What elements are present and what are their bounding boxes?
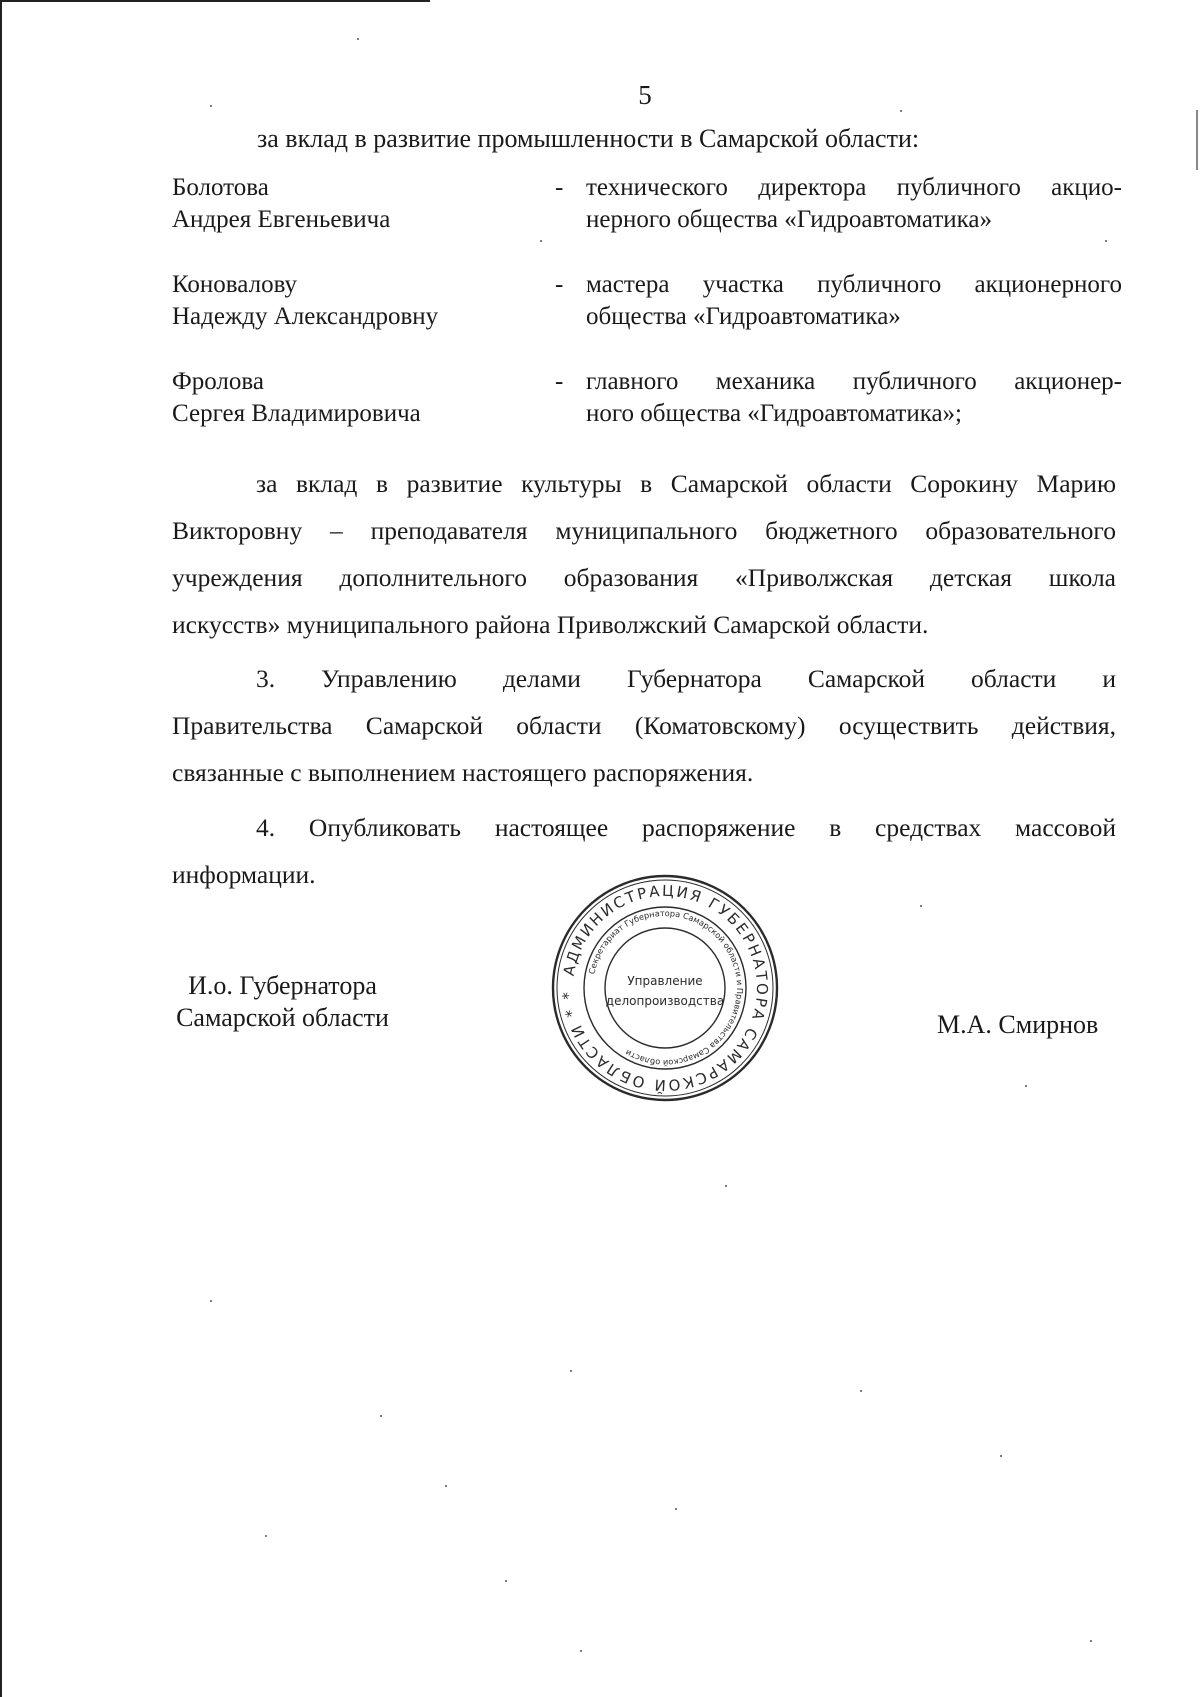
scan-speck xyxy=(1105,240,1107,242)
signatory-name: М.А. Смирнов xyxy=(937,1010,1099,1039)
scan-speck xyxy=(265,1535,267,1537)
scan-speck xyxy=(1025,1085,1027,1087)
seal-center-line-2: делопроизводства xyxy=(605,994,725,1008)
dash: - xyxy=(555,271,564,298)
dash: - xyxy=(555,174,564,201)
award-row xyxy=(172,269,1122,366)
award-person-position: главного механика публичного акционер- ного общества «Гидроавтоматика»; xyxy=(586,368,1122,427)
award-list xyxy=(172,172,1122,463)
seal-middle-ring xyxy=(584,907,746,1069)
seal-inner-ring xyxy=(605,928,725,1048)
seal-outer-text: АДМИНИСТРАЦИЯ ГУБЕРНАТОРА САМАРСКОЙ ОБЛАСТИ * * xyxy=(558,881,772,1095)
dash: - xyxy=(555,368,564,395)
scan-speck xyxy=(357,38,359,40)
scan-speck xyxy=(920,905,922,907)
industry-intro: за вклад в развитие промышленности в Самарской области: xyxy=(257,124,920,153)
award-person-position: мастера участка публичного акционерного общества «Гидроавтоматика» xyxy=(586,271,1122,330)
scan-speck xyxy=(210,1300,212,1302)
item-4-paragraph: 4. Опубликовать настоящее распоряжение в средствах массовой информации. xyxy=(172,813,1116,889)
award-person-name: Болотова Андрея Евгеньевича xyxy=(172,174,391,233)
award-person-name: Фролова Сергея Владимировича xyxy=(172,368,421,427)
scan-speck xyxy=(210,105,212,107)
scan-edge-right xyxy=(1196,110,1198,170)
seal-inner-text: Секретариат Губернатора Самарской области и Правительства Самарской области xyxy=(586,907,746,1069)
page-number: 5 xyxy=(638,80,652,110)
scan-speck xyxy=(725,1185,727,1187)
award-person-name: Коновалову Надежду Александровну xyxy=(172,271,439,330)
signatory-title: И.о. Губернатора Самарской области xyxy=(176,971,389,1032)
scan-speck xyxy=(380,1415,382,1417)
culture-paragraph: за вклад в развитие культуры в Самарской области Сорокину Марию Викторовну – преподавателя муниципального бюджетного образовательного учреждения дополнительного образования «Приволжская детская школа искусств» муниципального района Приволжский Самарской области. xyxy=(172,469,1116,639)
scan-speck xyxy=(570,1370,572,1372)
seal-center-line-1: Управление xyxy=(627,974,703,988)
award-person-position: технического директора публичного акцио- нерного общества «Гидроавтоматика» xyxy=(586,174,1122,233)
scan-edge-top xyxy=(0,0,430,2)
scan-speck xyxy=(860,1390,862,1392)
scan-speck xyxy=(540,240,542,242)
scan-speck xyxy=(445,1485,447,1487)
scan-speck xyxy=(505,1580,507,1582)
scan-edge-left xyxy=(0,0,2,1697)
award-row xyxy=(172,172,1122,269)
official-seal-icon xyxy=(550,873,780,1103)
award-row xyxy=(172,366,1122,463)
scan-speck xyxy=(900,110,902,112)
scan-speck xyxy=(675,1508,677,1510)
item-3-paragraph: 3. Управлению делами Губернатора Самарской области и Правительства Самарской области (Коматовскому) осуществить действия, связанные с выполнением настоящего распоряжения. xyxy=(172,664,1116,787)
scan-speck xyxy=(580,1650,582,1652)
scan-speck xyxy=(1000,1455,1002,1457)
scan-speck xyxy=(1090,1640,1092,1642)
